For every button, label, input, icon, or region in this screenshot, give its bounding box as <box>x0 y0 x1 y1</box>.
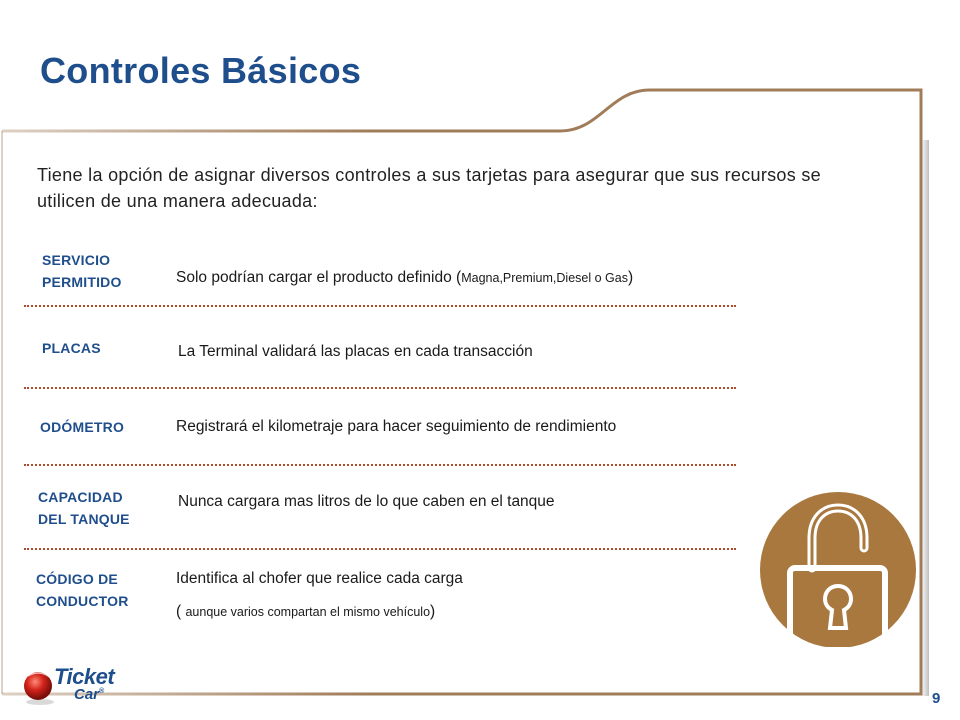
page-number: 9 <box>932 690 941 707</box>
label-placas: PLACAS <box>42 340 101 356</box>
open-padlock-icon <box>760 486 920 656</box>
desc-codigo-conductor: Identifica al chofer que realice cada carga <box>176 570 463 587</box>
row-divider <box>24 548 736 550</box>
logo-text-ticket: Ticket <box>54 664 115 689</box>
ticket-car-logo <box>22 664 142 713</box>
row-divider <box>24 464 736 466</box>
desc-servicio-permitido: Solo podrían cargar el producto definido (Magna,Premium,Diesel o Gas) <box>176 269 634 286</box>
desc-codigo-conductor-note: ( aunque varios compartan el mismo vehículo) <box>176 603 436 620</box>
label-capacidad-tanque: CAPACIDAD DEL TANQUE <box>38 489 130 527</box>
label-servicio-permitido: SERVICIO PERMITIDO <box>42 252 122 290</box>
slide-title: Controles Básicos <box>40 50 362 91</box>
intro-text: Tiene la opción de asignar diversos controles a sus tarjetas para asegurar que sus recursos se utilicen de una manera adecuada: <box>37 165 821 211</box>
row-divider <box>24 305 736 307</box>
label-codigo-conductor: CÓDIGO DE CONDUCTOR <box>36 571 129 609</box>
label-odometro: ODÓMETRO <box>40 419 125 435</box>
logo-text-car: Car® <box>74 686 105 703</box>
desc-placas: La Terminal validará las placas en cada transacción <box>178 343 533 360</box>
row-divider <box>24 387 736 389</box>
desc-capacidad-tanque: Nunca cargara mas litros de lo que caben en el tanque <box>178 493 555 510</box>
products-note: Magna,Premium,Diesel o Gas <box>461 271 628 285</box>
desc-odometro: Registrará el kilometraje para hacer seguimiento de rendimiento <box>176 418 617 435</box>
